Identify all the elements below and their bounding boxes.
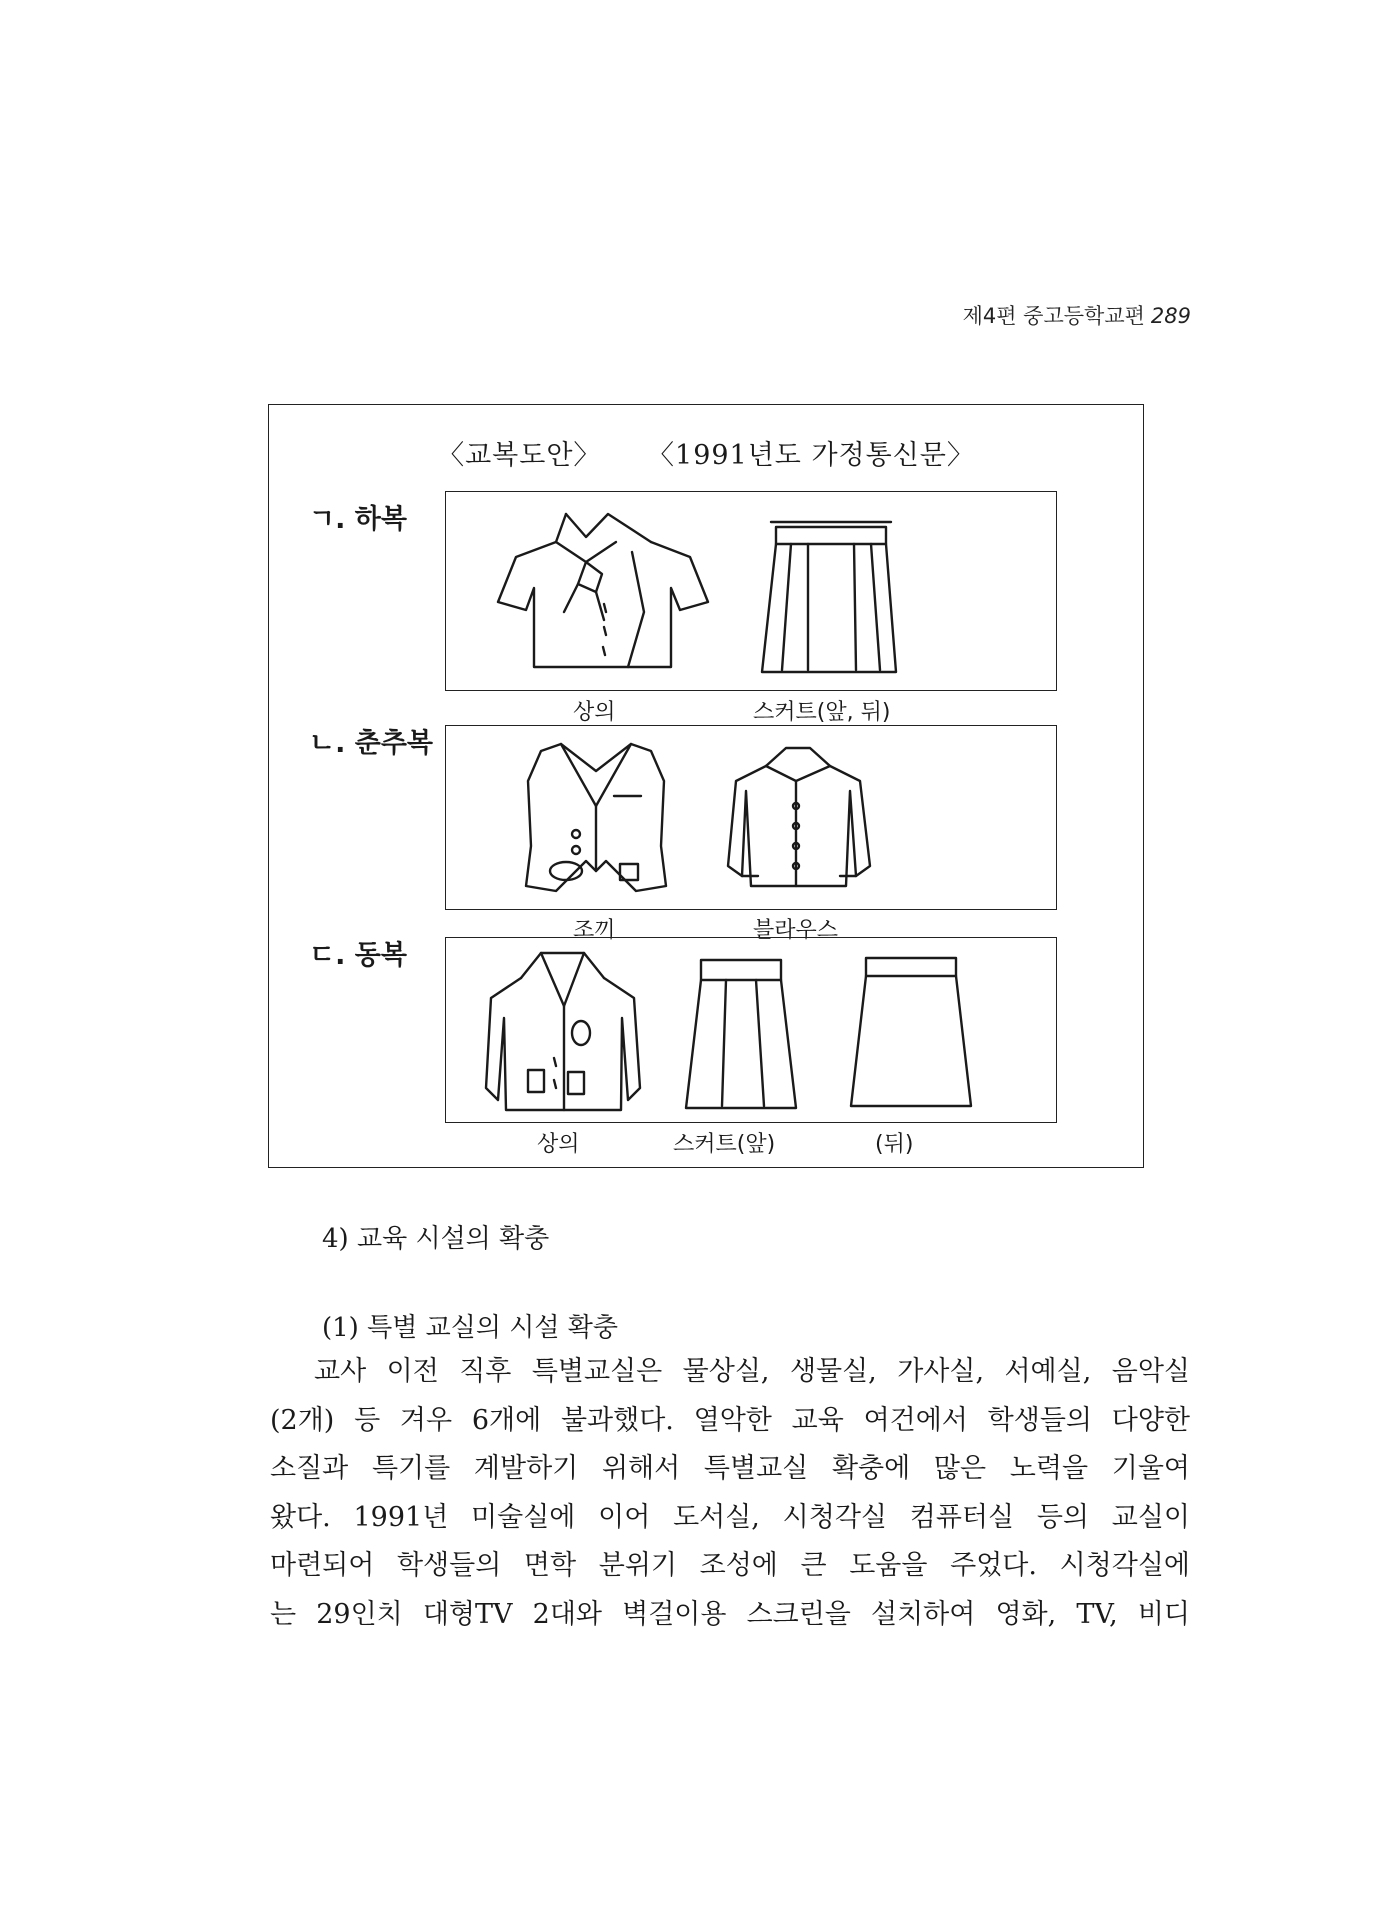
section-heading: 4) 교육 시설의 확충: [322, 1224, 550, 1254]
body-line: 교사 이전 직후 특별교실은 물상실, 생물실, 가사실, 서예실, 음악실: [314, 1356, 1190, 1387]
caption-winter-skirt-back: (뒤): [875, 1132, 914, 1157]
summer-uniform-drawing: [446, 492, 1058, 692]
summer-blouse-drawing: [498, 514, 708, 667]
section-label-spring-autumn: ㄴ. 춘추복: [309, 728, 433, 759]
panel-spring-autumn: [445, 725, 1057, 910]
figure-title: [269, 433, 1143, 472]
winter-uniform-drawing: [446, 938, 1058, 1124]
section-label-winter: ㄷ. 동복: [309, 940, 407, 971]
winter-jacket-drawing: [486, 953, 640, 1110]
caption-winter-skirt-front: 스커트(앞): [673, 1132, 776, 1157]
body-line: 소질과 특기를 계발하기 위해서 특별교실 확충에 많은 노력을 기울여: [270, 1453, 1190, 1484]
spring-autumn-uniform-drawing: [446, 726, 1058, 911]
caption-blouse: 블라우스: [753, 918, 839, 943]
figure-title-right: 〈1991년도 가정통신문〉: [647, 440, 975, 471]
body-paragraph: [270, 1348, 1190, 1639]
figure-title-left: 〈교복도안〉: [437, 440, 602, 471]
section-label-summer: ㄱ. 하복: [309, 504, 407, 535]
subsection-heading: (1) 특별 교실의 시설 확충: [322, 1313, 618, 1343]
body-line: (2개) 등 겨우 6개에 불과했다. 열악한 교육 여건에서 학생들의 다양한: [270, 1404, 1190, 1436]
caption-summer-top: 상의: [573, 700, 616, 725]
panel-winter: [445, 937, 1057, 1123]
running-head-text: 제4편 중고등학교편: [962, 304, 1145, 328]
winter-skirt-back-drawing: [851, 958, 971, 1106]
panel-summer: [445, 491, 1057, 691]
summer-skirt-drawing: [762, 522, 896, 672]
vest-drawing: [526, 744, 666, 891]
uniform-design-figure: [268, 404, 1144, 1168]
caption-winter-top: 상의: [537, 1132, 580, 1157]
running-head: [963, 300, 1191, 330]
body-line: 왔다. 1991년 미술실에 이어 도서실, 시청각실 컴퓨터실 등의 교실이: [270, 1501, 1190, 1533]
page-number: 289: [1150, 304, 1191, 328]
winter-skirt-front-drawing: [686, 960, 796, 1108]
blouse-drawing: [728, 748, 870, 886]
caption-summer-skirt: 스커트(앞, 뒤): [753, 700, 891, 725]
body-line: 는 29인치 대형TV 2대와 벽걸이용 스크린을 설치하여 영화, TV, 비디: [270, 1598, 1190, 1630]
caption-vest: 조끼: [573, 918, 616, 943]
body-line: 마련되어 학생들의 면학 분위기 조성에 큰 도움을 주었다. 시청각실에: [270, 1550, 1190, 1581]
